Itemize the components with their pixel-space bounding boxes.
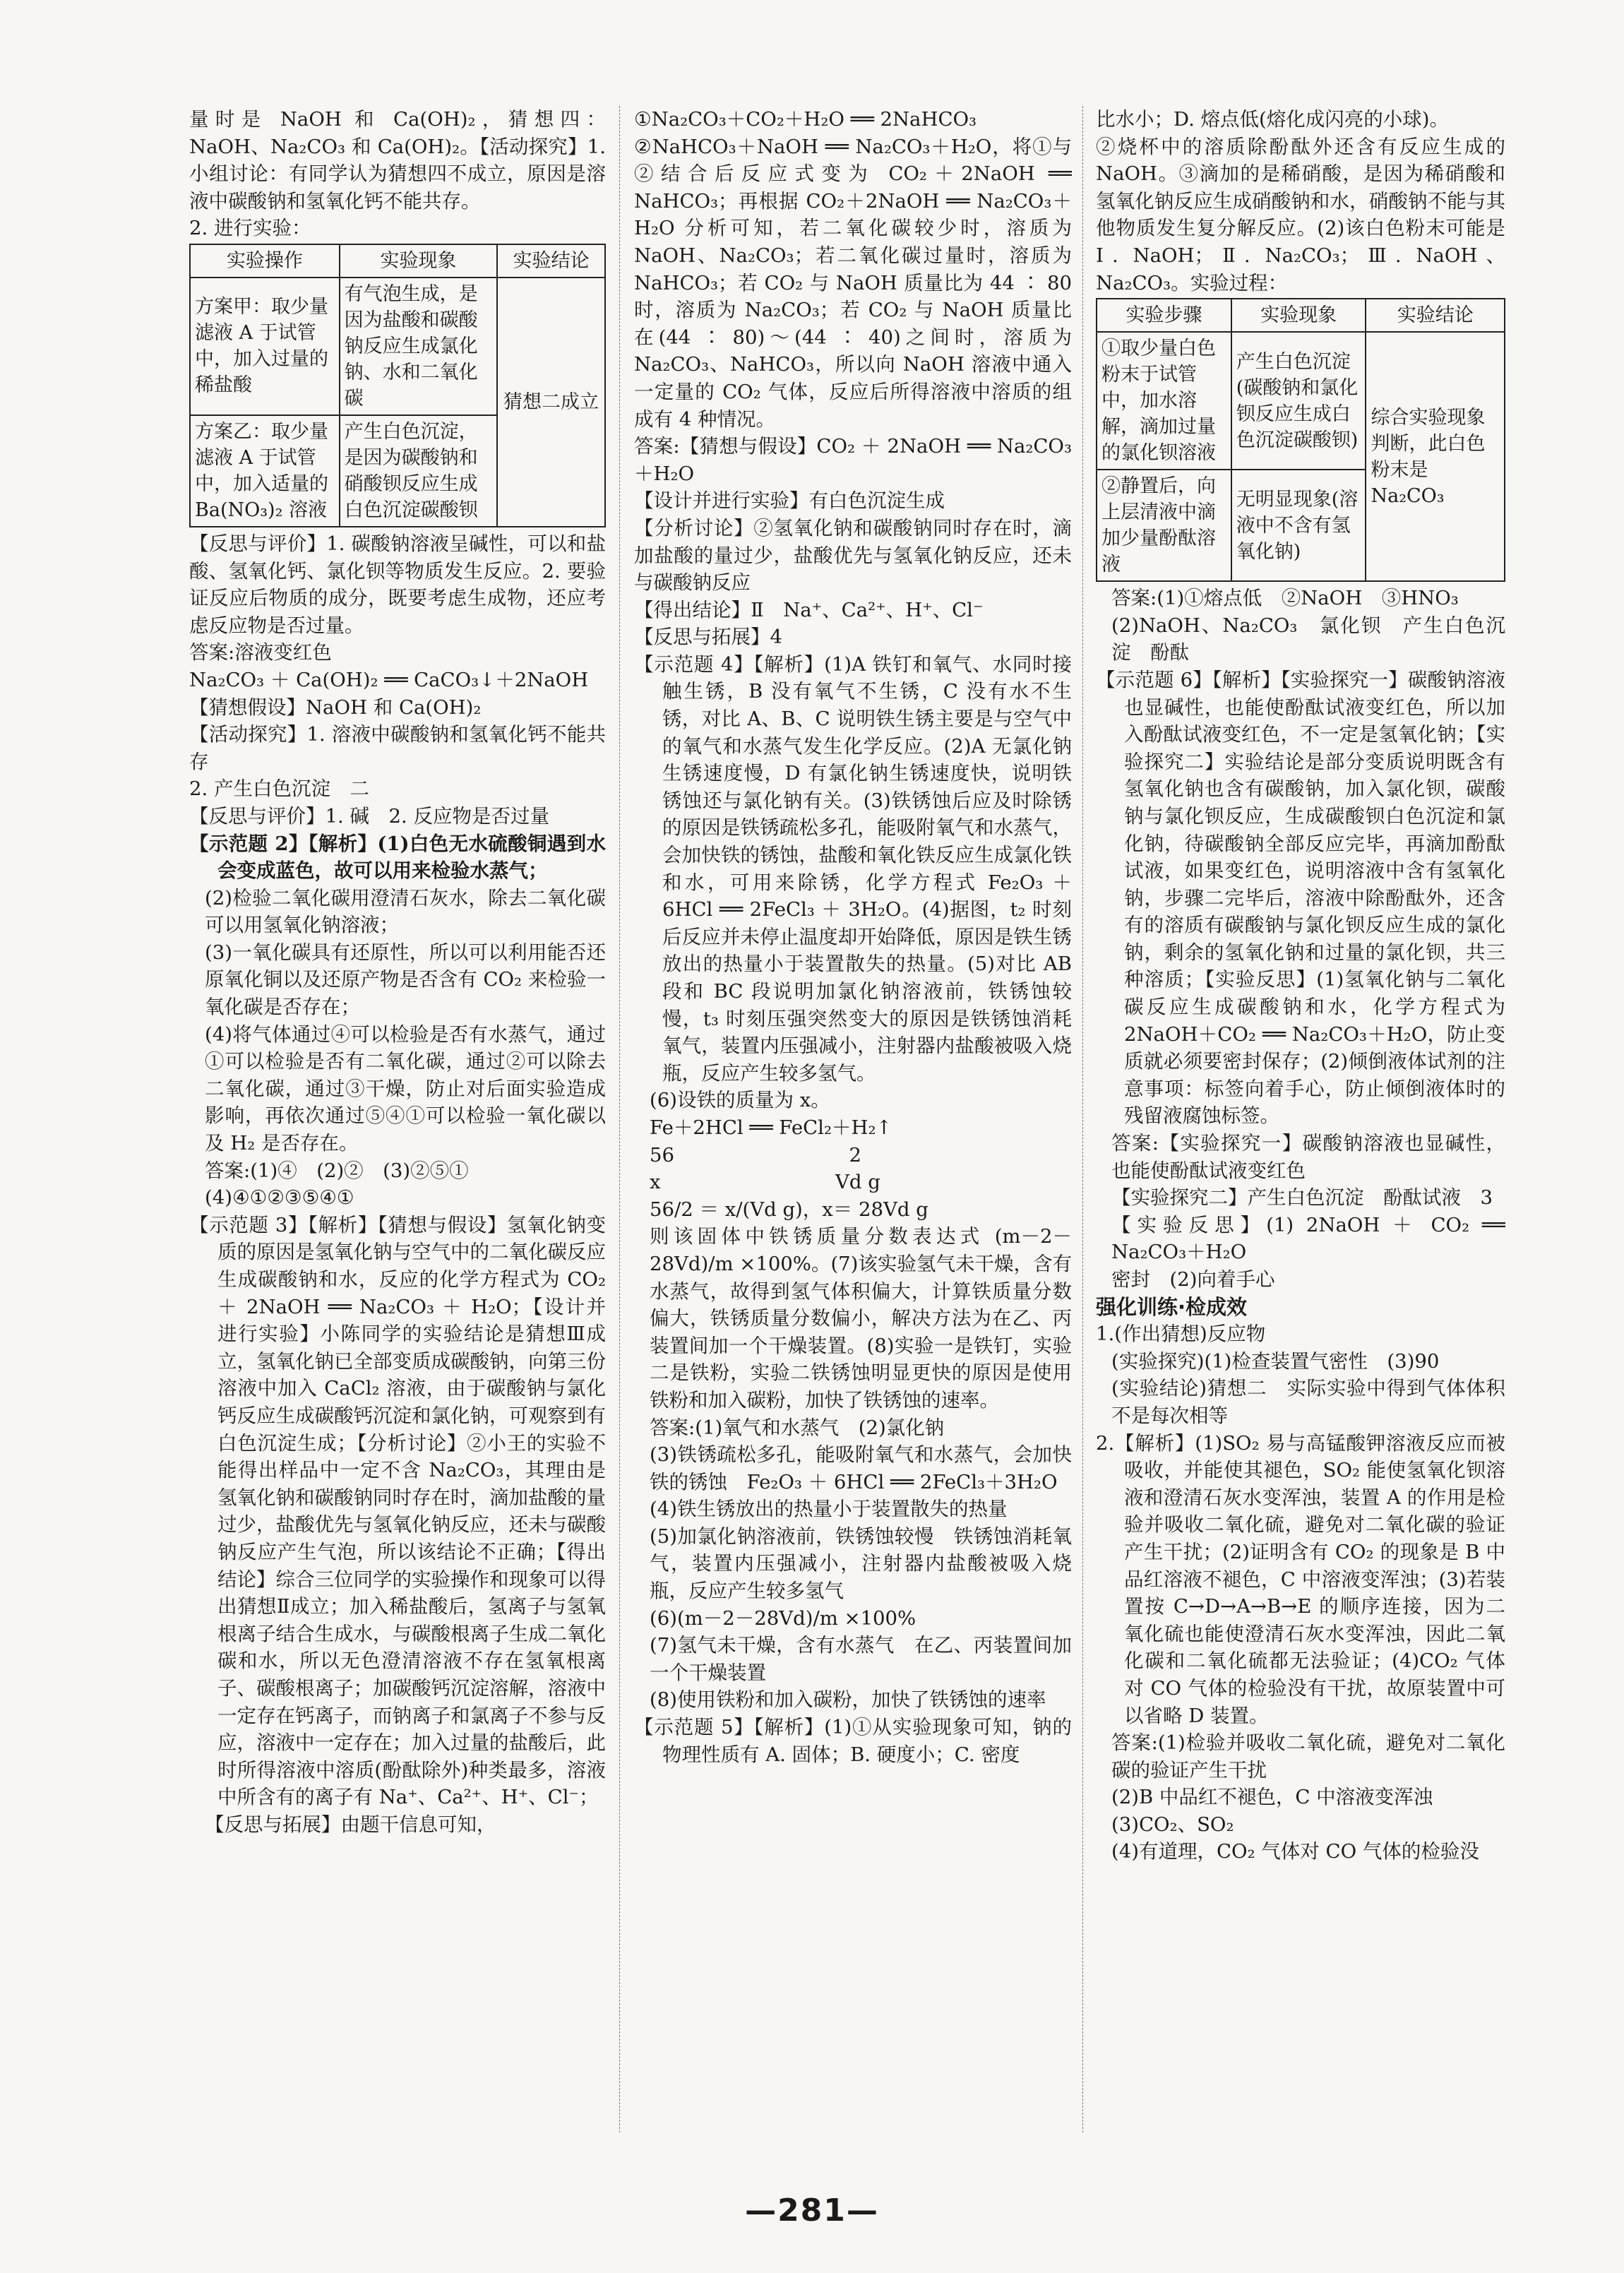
- table-cell: ①取少量白色粉末于试管中，加水溶解，滴加过量的氯化钡溶液: [1097, 332, 1231, 470]
- answer: 密封 (2)向着手心: [1111, 1268, 1275, 1291]
- paragraph: 【反思与评价】1. 碱 2. 反应物是否过量: [189, 804, 549, 828]
- column-3: [1096, 106, 1505, 1866]
- example-paragraph: 【示范题 5】【解析】(1)①从实验现象可知，钠的物理性质有 A. 固体；B. 硬度小；C. 密度: [634, 1716, 1072, 1766]
- table-header: 实验现象: [340, 244, 497, 278]
- table-header: 实验操作: [190, 244, 340, 278]
- paragraph: 【活动探究】1. 溶液中碳酸钠和氢氧化钙不能共存: [189, 723, 606, 773]
- column-1: [189, 106, 606, 1838]
- table-cell: ②静置后，向上层清液中滴加少量酚酞溶液: [1097, 470, 1231, 581]
- question-answer: 2.【解析】(1)SO₂ 易与高锰酸钾溶液反应而被吸收，并能使其褪色，SO₂ 能使氢氧化钡溶液和澄清石灰水变浑浊，装置 A 的作用是检验并吸收二氧化硫，避免对二氧化碳的验证产生干扰；(2)证明含有 CO₂ 的现象是 B 中品红溶液不褪色，C 中溶液变浑浊；(3)若装置按 C→D→A→B→E 的顺序连接，因为二氧化硫也能使澄清石灰水变浑浊，因此二氧化碳和二氧化硫都无法验证；(4)CO₂ 气体对 CO 气体的检验没有干扰，故原装置中可以省略 D 装置。: [1096, 1431, 1505, 1727]
- example-paragraph: 【示范题 6】【解析】【实验探究一】碳酸钠溶液也显碱性，也能使酚酞试液变红色，所以加入酚酞试液变红色，不一定是氢氧化钠；【实验探究二】实验结论是部分变质说明既含有氢氧化钠也含有碳酸钠，加入氯化钡，碳酸钠与氯化钡反应，生成碳酸钡白色沉淀和氯化钠，待碳酸钠全部反应完毕，再滴加酚酞试液，如果变红色，说明溶液中含有氢氧化钠，步骤二完毕后，溶液中除酚酞外，还含有的溶质有碳酸钠与氯化钡反应生成的氯化钠，剩余的氢氧化钠和过量的氯化钡，共三种溶质；【实验反思】(1)氢氧化钠与二氧化碳反应生成碳酸钠和水，化学方程式为 2NaOH＋CO₂ ══ Na₂CO₃＋H₂O，防止变质就必须要密封保存；(2)倾倒液体试剂的注意事项：标签向着手心，防止倾倒液体时的残留液腐蚀标签。: [1096, 668, 1505, 1128]
- paragraph: 2. 进行实验：: [189, 217, 311, 240]
- paragraph: 【反思与评价】1. 碳酸钠溶液呈碱性，可以和盐酸、氢氧化钙、氯化钡等物质发生反应。2. 要验证反应后物质的成分，既要考虑生成物，还应考虑反应物是否过量。: [189, 532, 606, 637]
- paragraph: 量时是 NaOH 和 Ca(OH)₂，猜想四：NaOH、Na₂CO₃ 和 Ca(OH)₂。【活动探究】1. 小组讨论：有同学认为猜想四不成立，原因是溶液中碳酸钠和氢氧化钙不能共存。: [189, 108, 606, 213]
- paragraph: ②烧杯中的溶质除酚酞外还含有反应生成的 NaOH。③滴加的是稀硝酸，是因为稀硝酸和氢氧化钠反应生成硝酸钠和水，硝酸钠不能与其他物质发生复分解反应。(2)该白色粉末可能是Ⅰ. NaOH；Ⅱ. Na₂CO₃；Ⅲ. NaOH、Na₂CO₃。实验过程：: [1096, 135, 1505, 294]
- table-header: 实验步骤: [1097, 299, 1231, 332]
- answer: (4)有道理，CO₂ 气体对 CO 气体的检验没: [1111, 1840, 1479, 1863]
- experiment-table: [1096, 298, 1505, 582]
- answer: 答案:【实验探究一】碳酸钠溶液也显碱性，也能使酚酞试液变红色: [1111, 1132, 1505, 1182]
- paragraph: (6)设铁的质量为 x。: [650, 1089, 830, 1112]
- paragraph: (2)检验二氧化碳用澄清石灰水，除去二氧化碳可以用氢氧化钠溶液；: [205, 886, 606, 937]
- equation: x Vd g: [650, 1171, 880, 1194]
- question-answer: (实验结论)猜想二 实际实验中得到气体体积不是每次相等: [1111, 1377, 1505, 1427]
- equation: 56/2 ＝ x/(Vd g)，x＝ 28Vd g: [650, 1198, 929, 1221]
- example-paragraph: 【示范题 3】【解析】【猜想与假设】氢氧化钠变质的原因是氢氧化钠与空气中的二氧化碳反应生成碳酸钠和水，反应的化学方程式为 CO₂ ＋ 2NaOH ══ Na₂CO₃ ＋ H₂O；【设计并进行实验】小陈同学的实验结论是猜想Ⅲ成立，氢氧化钠已全部变质成碳酸钠，向第三份溶液中加入 CaCl₂ 溶液，由于碳酸钠与氯化钙反应生成碳酸钙沉淀和氯化钠，可观察到有白色沉淀生成；【分析讨论】②小王的实验不能得出样品中一定不含 Na₂CO₃，其理由是氢氧化钠和碳酸钠同时存在时，滴加盐酸的量过少，盐酸优先与氢氧化钠反应，还未与碳酸钠反应产生气泡，所以该结论不正确；【得出结论】综合三位同学的实验操作和现象可以得出猜想Ⅱ成立；加入稀盐酸后，氢离子与氢氧根离子结合生成水，与碳酸根离子生成二氧化碳和水，所以无色澄清溶液不存在氢氧根离子、碳酸根离子；加碳酸钙沉淀溶解，溶液中一定存在钙离子，而钠离子和氯离子不参与反应，溶液中一定存在；加入过量的盐酸后，此时所得溶液中溶质(酚酞除外)种类最多，溶液中所含有的离子有 Na⁺、Ca²⁺、H⁺、Cl⁻；: [189, 1213, 606, 1809]
- table-header: 实验结论: [497, 244, 605, 278]
- paragraph: 比水小；D. 熔点低(熔化成闪亮的小球)。: [1096, 108, 1450, 131]
- paragraph: 【设计并进行实验】有白色沉淀生成: [634, 489, 945, 513]
- answer: (2)NaOH、Na₂CO₃ 氯化钡 产生白色沉淀 酚酞: [1111, 614, 1505, 664]
- answer: 答案:(1)氧气和水蒸气 (2)氯化钠: [650, 1416, 945, 1439]
- paragraph: (3)一氧化碳具有还原性，所以可以利用能否还原氧化铜以及还原产物是否含有 CO₂ 来检验一氧化碳是否存在；: [205, 941, 606, 1019]
- table-cell: 有气泡生成，是因为盐酸和碳酸钠反应生成氯化钠、水和二氧化碳: [340, 278, 497, 415]
- table-cell: 方案乙：取少量滤液 A 于试管中，加入适量的 Ba(NO₃)₂ 溶液: [190, 415, 340, 527]
- answer: 答案:(1)④ (2)② (3)②⑤①: [205, 1159, 469, 1182]
- answer: 答案:【猜想与假设】CO₂ ＋ 2NaOH ══ Na₂CO₃＋H₂O: [634, 435, 1072, 485]
- answer: 【实验反思】(1) 2NaOH ＋ CO₂ ══ Na₂CO₃＋H₂O: [1111, 1213, 1505, 1264]
- table-cell: 产生白色沉淀，是因为碳酸钠和硝酸钡反应生成白色沉淀碳酸钡: [340, 415, 497, 527]
- paragraph: 【分析讨论】②氢氧化钠和碳酸钠同时存在时，滴加盐酸的量过少，盐酸优先与氢氧化钠反应，还未与碳酸钠反应: [634, 516, 1072, 595]
- paragraph: 【反思与拓展】4: [634, 626, 782, 649]
- answer: (2)B 中品红不褪色，C 中溶液变浑浊: [1111, 1786, 1433, 1809]
- example-heading: 【示范题 2】【解析】(1)白色无水硫酸铜遇到水会变成蓝色，故可以用来检验水蒸气；: [189, 832, 606, 883]
- paragraph: 【得出结论】Ⅱ Na⁺、Ca²⁺、H⁺、Cl⁻: [634, 598, 984, 621]
- section-title: 强化训练·检成效: [1096, 1294, 1248, 1319]
- answer: (4)铁生锈放出的热量小于装置散失的热量: [650, 1498, 1008, 1521]
- table-cell: 产生白色沉淀(碳酸钠和氯化钡反应生成白色沉淀碳酸钡): [1231, 332, 1366, 470]
- column-divider: [619, 106, 620, 2132]
- equation: 56 2: [650, 1143, 861, 1167]
- answer: 答案:(1)①熔点低 ②NaOH ③HNO₃: [1111, 587, 1459, 610]
- table-cell: 猜想二成立: [497, 278, 605, 527]
- experiment-table: [189, 244, 606, 527]
- paragraph: 则该固体中铁锈质量分数表达式 (m－2－28Vd)/m ×100%。(7)该实验氢气未干燥，含有水蒸气，故得到氢气体积偏大，计算铁质量分数偏大，铁锈质量分数偏小，解决方法为在乙、丙装置间加一个干燥装置。(8)实验一是铁钉，实验二是铁粉，实验二铁锈蚀明显更快的原因是使用铁粉和加入碳粉，加快了铁锈蚀的速率。: [650, 1225, 1072, 1412]
- page-number: —281—: [745, 2193, 879, 2229]
- paragraph: 2. 产生白色沉淀 二: [189, 777, 369, 801]
- answer: (8)使用铁粉和加入碳粉，加快了铁锈蚀的速率: [650, 1688, 1046, 1712]
- equation: Fe＋2HCl ══ FeCl₂＋H₂↑: [650, 1116, 892, 1139]
- table-header: 实验现象: [1231, 299, 1366, 332]
- answer: (5)加氯化钠溶液前，铁锈蚀较慢 铁锈蚀消耗氧气，装置内压强减小，注射器内盐酸被吸入烧瓶，反应产生较多氢气: [650, 1525, 1072, 1603]
- answer: (4)④①②③⑤④①: [205, 1186, 354, 1210]
- question-answer: 1.(作出猜想)反应物: [1096, 1323, 1266, 1346]
- paragraph: ②NaHCO₃＋NaOH ══ Na₂CO₃＋H₂O，将①与②结合后反应式变为 CO₂＋2NaOH ══ NaHCO₃；再根据 CO₂＋2NaOH ══ Na₂CO₃＋H₂O 分析可知，若二氧化碳较少时，溶质为 NaOH、Na₂CO₃；若二氧化碳过量时，溶质为 NaHCO₃；若 CO₂ 与 NaOH 质量比为 44 ∶ 80 时，溶质为 Na₂CO₃；若 CO₂ 与 NaOH 质量比在(44 ∶ 80)～(44 ∶ 40)之间时，溶质为 Na₂CO₃、NaHCO₃，所以向 NaOH 溶液中通入一定量的 CO₂ 气体，反应后所得溶液中溶质的组成有 4 种情况。: [634, 135, 1072, 431]
- table-cell: 方案甲：取少量滤液 A 于试管中，加入过量的稀盐酸: [190, 278, 340, 415]
- paragraph: (4)将气体通过④可以检验是否有水蒸气，通过①可以检验是否有二氧化碳，通过②可以除去二氧化碳，通过③干燥，防止对后面实验造成影响，再依次通过⑤④①可以检验一氧化碳以及 H₂ 是否存在。: [205, 1022, 606, 1155]
- answer: (3)CO₂、SO₂: [1111, 1813, 1234, 1836]
- table-cell: 无明显现象(溶液中不含有氢氧化钠): [1231, 470, 1366, 581]
- answer: (7)氢气未干燥，含有水蒸气 在乙、丙装置间加一个干燥装置: [650, 1634, 1072, 1684]
- equation: ①Na₂CO₃＋CO₂＋H₂O ══ 2NaHCO₃: [634, 108, 977, 131]
- answer: 答案:溶液变红色: [189, 641, 332, 664]
- question-answer: (实验探究)(1)检查装置气密性 (3)90: [1111, 1349, 1440, 1373]
- answer: (6)(m－2－28Vd)/m ×100%: [650, 1606, 917, 1630]
- example-paragraph: 【示范题 4】【解析】(1)A 铁钉和氧气、水同时接触生锈，B 没有氧气不生锈，C 没有水不生锈，对比 A、B、C 说明铁生锈主要是与空气中的氧气和水蒸气发生化学反应。(2)A 无氯化钠生锈速度慢，D 有氯化钠生锈速度快，说明铁锈蚀还与氯化钠有关。(3)铁锈蚀后应及时除锈的原因是铁锈疏松多孔，能吸附氧气和水蒸气，会加快铁的锈蚀，盐酸和氧化铁反应生成氯化铁和水，可用来除锈，化学方程式 Fe₂O₃ ＋ 6HCl ══ 2FeCl₃ ＋ 3H₂O。(4)据图，t₂ 时刻后反应并未停止温度却开始降低，原因是铁生锈放出的热量小于装置散失的热量。(5)对比 AB 段和 BC 段说明加氯化钠溶液前，铁锈蚀较慢，t₃ 时刻压强突然变大的原因是铁锈蚀消耗氧气，装置内压强减小，注射器内盐酸被吸入烧瓶，反应产生较多氢气。: [634, 652, 1072, 1085]
- column-2: [634, 106, 1072, 1768]
- answer: 【实验探究二】产生白色沉淀 酚酞试液 3: [1111, 1186, 1493, 1210]
- answer: (3)铁锈疏松多孔，能吸附氧气和水蒸气，会加快铁的锈蚀 Fe₂O₃ ＋ 6HCl ══ 2FeCl₃＋3H₂O: [650, 1443, 1072, 1493]
- paragraph: 【反思与拓展】由题干信息可知，: [205, 1813, 496, 1836]
- column-divider: [1082, 106, 1083, 2132]
- answer: 答案:(1)检验并吸收二氧化硫，避免对二氧化碳的验证产生干扰: [1111, 1731, 1505, 1782]
- table-header: 实验结论: [1366, 299, 1505, 332]
- paragraph: 【猜想假设】NaOH 和 Ca(OH)₂: [189, 696, 482, 719]
- table-cell: 综合实验现象判断，此白色粉末是 Na₂CO₃: [1366, 332, 1505, 581]
- equation: Na₂CO₃ ＋ Ca(OH)₂ ══ CaCO₃↓＋2NaOH: [189, 668, 589, 691]
